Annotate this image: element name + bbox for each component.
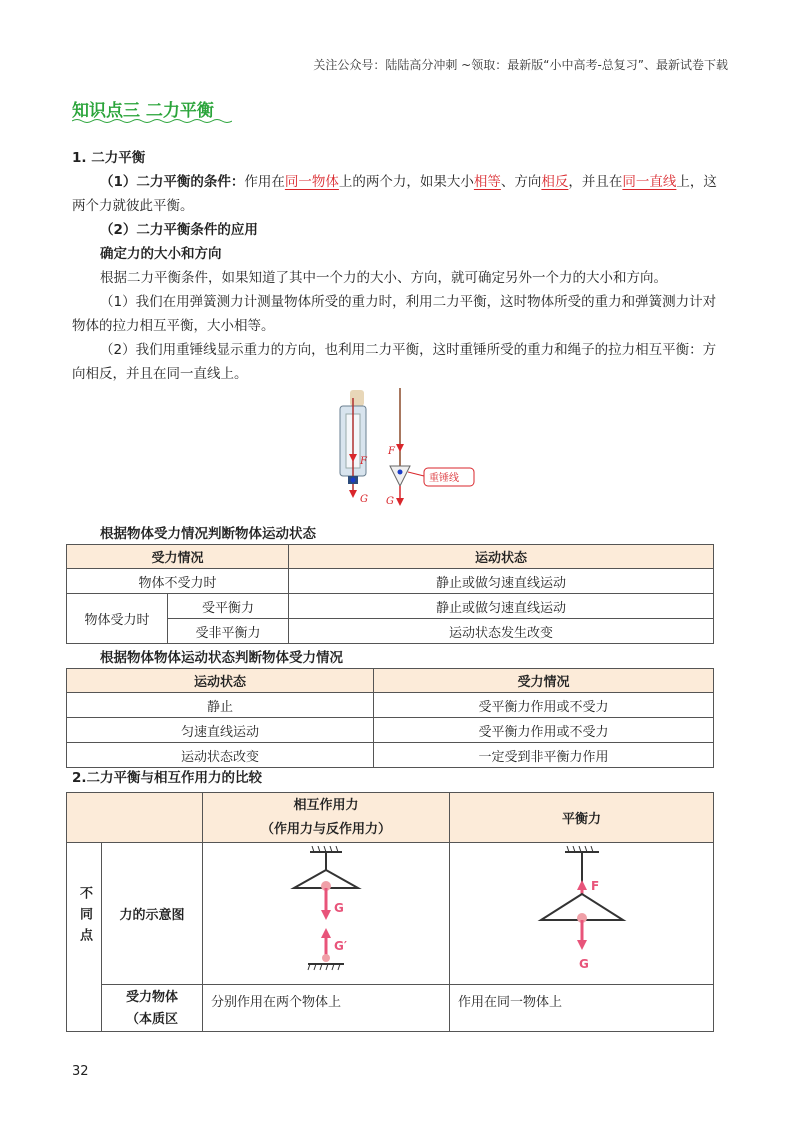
table-cell: 物体不受力时 xyxy=(67,569,289,594)
table3-header-mutual xyxy=(203,793,450,843)
mutual-header-line2: （作用力与反作用力） xyxy=(260,821,391,837)
balance-diagram-cell xyxy=(450,843,714,985)
condition-text: 上的两个力，如果大小 xyxy=(338,174,474,190)
table1-header-force: 受力情况 xyxy=(67,545,289,569)
condition-text: 作用在 xyxy=(244,174,285,190)
determine-force-heading: 确定力的大小和方向 xyxy=(100,246,222,262)
plumb-force-G-label: G xyxy=(386,496,394,507)
table3-blank-header xyxy=(67,793,203,843)
blank-opposite: 相反 xyxy=(541,174,569,190)
spring-scale-illustration xyxy=(340,390,366,498)
plumb-line-illustration xyxy=(390,388,474,506)
table2-header-force: 受力情况 xyxy=(374,669,714,693)
application-heading: （2）二力平衡条件的应用 xyxy=(100,222,258,238)
row-diagram-label: 力的示意图 xyxy=(102,843,203,985)
row-object-label xyxy=(102,985,203,1032)
table-cell: 匀速直线运动 xyxy=(67,718,374,743)
paragraph-1: 根据二力平衡条件，如果知道了其中一个力的大小、方向，就可确定另外一个力的大小和方向。 xyxy=(100,270,667,286)
paragraph-2: （1）我们在用弹簧测力计测量物体所受的重力时，利用二力平衡，这时物体所受的重力和弹簧测力计对物体的拉力相互平衡，大小相等。 xyxy=(72,294,717,334)
page-number: 32 xyxy=(72,1064,89,1079)
table-cell: 一定受到非平衡力作用 xyxy=(374,743,714,768)
blank-same-object: 同一物体 xyxy=(284,174,339,190)
balance-F-label: F xyxy=(590,878,599,893)
balance-object-cell: 作用在同一物体上 xyxy=(450,985,714,1032)
table-cell: 物体受力时 xyxy=(67,594,168,644)
table1-caption: 根据物体受力情况判断物体运动状态 xyxy=(100,526,316,542)
row-object-label-line1: 受力物体 xyxy=(125,990,178,1005)
condition-label: （1）二力平衡的条件： xyxy=(100,174,245,190)
scale-force-G-label: G xyxy=(360,494,368,505)
title-underline-wave xyxy=(72,118,232,124)
balance-force-diagram xyxy=(527,846,637,978)
table-cell: 受非平衡力 xyxy=(168,619,289,644)
table-cell: 受平衡力作用或不受力 xyxy=(374,693,714,718)
scale-force-F-label: F xyxy=(360,456,367,467)
plumb-force-F-label: F xyxy=(388,446,395,457)
condition-paragraph xyxy=(72,170,728,218)
diff-cell xyxy=(67,843,102,1032)
force-to-motion-table xyxy=(66,544,714,644)
table-cell: 运动状态发生改变 xyxy=(289,619,714,644)
mutual-G-label: G xyxy=(334,900,344,915)
condition-text: 、方向 xyxy=(500,174,542,190)
table-cell: 运动状态改变 xyxy=(67,743,374,768)
section-title xyxy=(72,96,214,121)
table3-header-balance: 平衡力 xyxy=(450,793,714,843)
table-cell: 受平衡力作用或不受力 xyxy=(374,718,714,743)
table-cell: 静止或做匀速直线运动 xyxy=(289,569,714,594)
balance-G-label: G xyxy=(578,956,589,971)
table1-header-motion: 运动状态 xyxy=(289,545,714,569)
page-header: 关注公众号：陆陆高分冲刺 ~领取：最新版“小中高考-总复习”、最新试卷下载 xyxy=(313,58,728,72)
blank-same-line: 同一直线 xyxy=(622,174,677,190)
table-cell: 静止 xyxy=(67,693,374,718)
condition-text: 上，这两个力就彼此平衡。 xyxy=(72,174,717,214)
table2-caption: 根据物体物体运动状态判断物体受力情况 xyxy=(100,650,343,666)
paragraph-3: （2）我们用重锤线显示重力的方向，也利用二力平衡，这时重锤所受的重力和绳子的拉力相互平衡：方向相反，并且在同一直线上。 xyxy=(72,342,717,382)
condition-text: ，并且在 xyxy=(568,174,623,190)
mutual-force-diagram xyxy=(276,846,376,978)
comparison-table xyxy=(66,792,714,1032)
table-cell: 静止或做匀速直线运动 xyxy=(289,594,714,619)
mutual-diagram-cell xyxy=(203,843,450,985)
motion-to-force-table xyxy=(66,668,714,768)
diff-label: 不同点 xyxy=(77,885,92,949)
row-object-label-line2: （本质区 xyxy=(125,1012,178,1027)
section-title-text: 知识点三 二力平衡 xyxy=(72,101,214,121)
mutual-header-line1: 相互作用力 xyxy=(293,797,359,813)
heading-comparison: 2.二力平衡与相互作用力的比较 xyxy=(72,770,263,786)
mutual-G-prime-label: G′ xyxy=(334,938,348,953)
heading-two-force-balance: 1. 二力平衡 xyxy=(72,150,146,166)
table2-header-motion: 运动状态 xyxy=(67,669,374,693)
table-cell: 受平衡力 xyxy=(168,594,289,619)
plumb-line-label: 重锤线 xyxy=(429,473,459,484)
mutual-object-cell: 分别作用在两个物体上 xyxy=(203,985,450,1032)
spring-scale-plumb-figure xyxy=(320,388,480,512)
blank-equal: 相等 xyxy=(473,174,501,190)
